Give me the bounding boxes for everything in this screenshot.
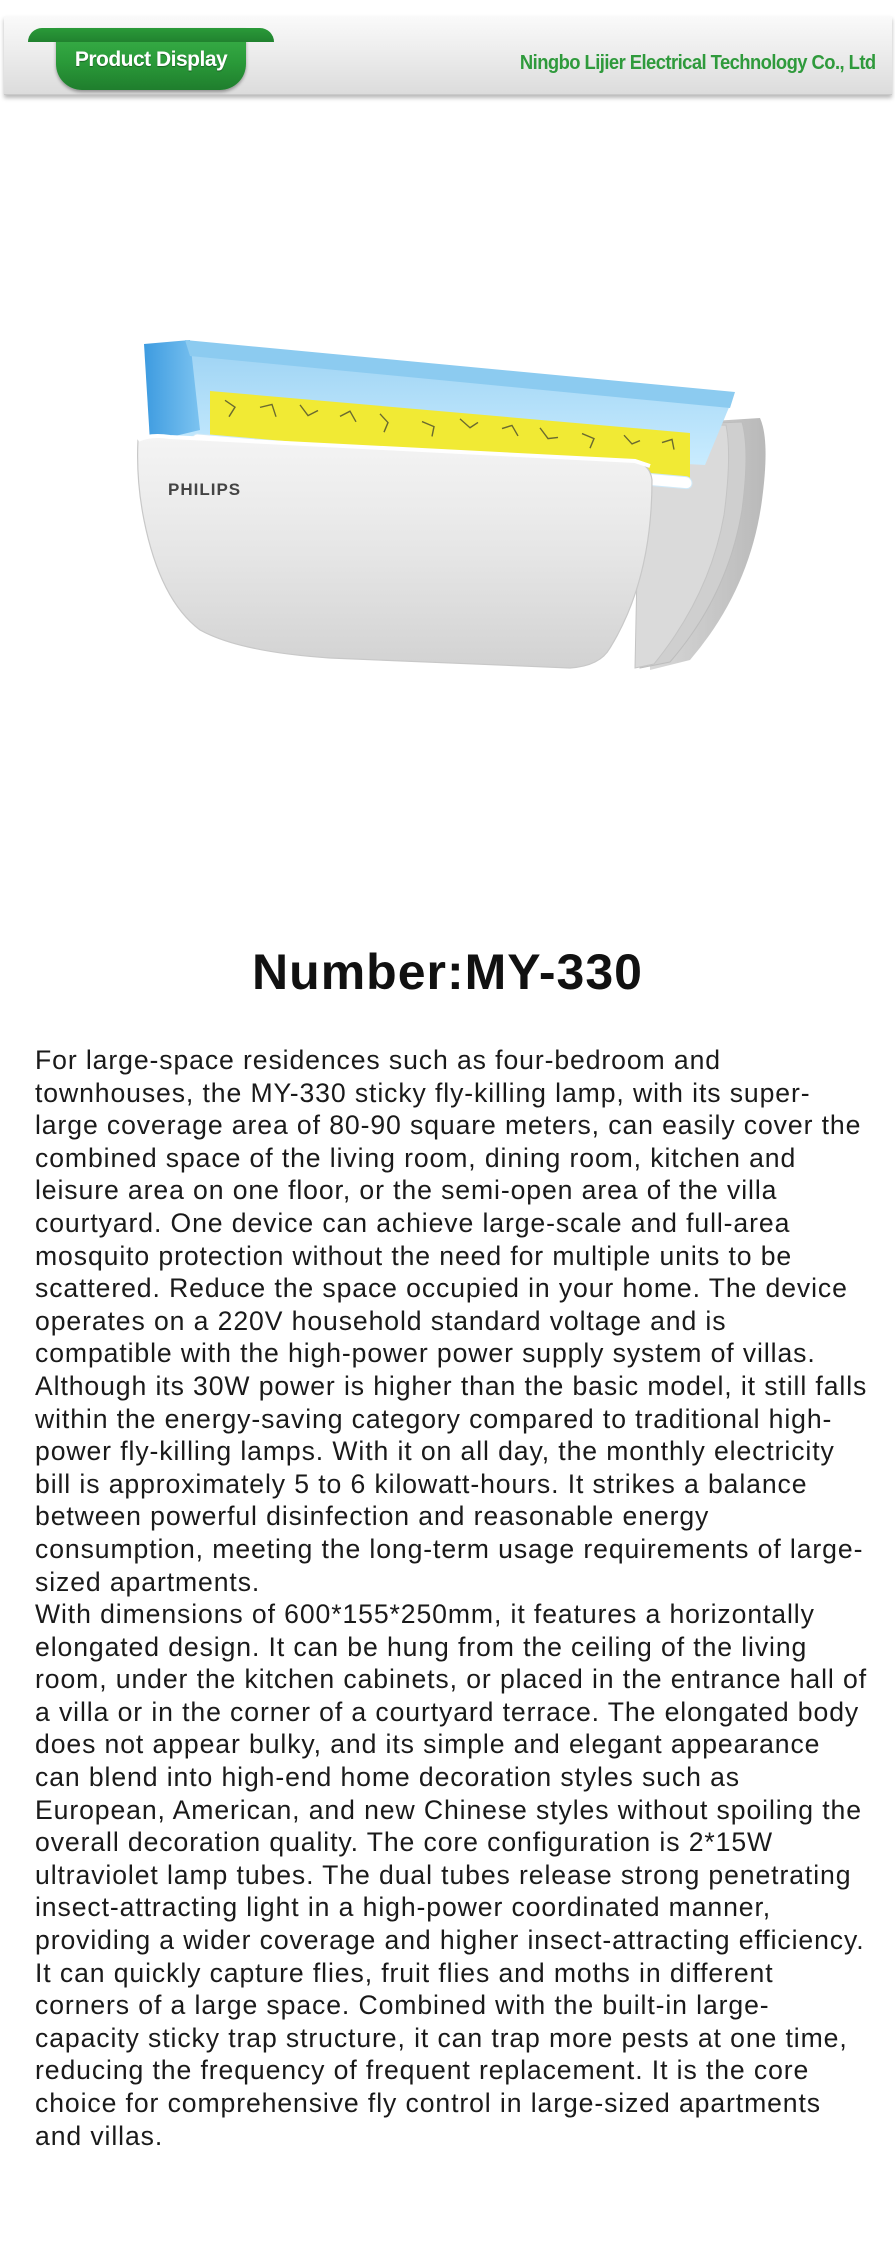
product-display-label: Product Display bbox=[74, 48, 228, 71]
product-display-tab bbox=[56, 28, 246, 90]
product-description bbox=[35, 1044, 870, 2152]
company-name: Ningbo Lijier Electrical Technology Co., Ltd bbox=[520, 52, 876, 74]
product-number-title bbox=[0, 943, 895, 1001]
product-brand-text: PHILIPS bbox=[168, 480, 242, 499]
description-paragraph-1: For large-space residences such as four-bedroom and townhouses, the MY-330 sticky fly-killing lamp, with its super-large coverage area of 80-90 square meters, can easily cover the combined space of the living room, dining room, kitchen and leisure area on one floor, or the semi-open area of the villa courtyard. One device can achieve large-scale and full-area mosquito protection without the need for multiple units to be scattered. Reduce the space occupied in your home. The device operates on a 220V household standard voltage and is compatible with the high-power power supply system of villas. Although its 30W power is higher than the basic model, it still falls within the energy-saving category compared to traditional high-power fly-killing lamps. With it on all day, the monthly electricity bill is approximately 5 to 6 kilowatt-hours. It strikes a balance between powerful disinfection and reasonable energy consumption, meeting the long-term usage requirements of large-sized apartments. bbox=[35, 1045, 868, 1597]
description-paragraph-2: With dimensions of 600*155*250mm, it features a horizontally elongated design. It can be hung from the ceiling of the living room, under the kitchen cabinets, or placed in the entrance hall of a villa or in the corner of a courtyard terrace. The elongated body does not appear bulky, and its simple and elegant appearance can blend into high-end home decoration styles such as European, American, and new Chinese styles without spoiling the overall decoration quality. The core configuration is 2*15W ultraviolet lamp tubes. The dual tubes release strong penetrating insect-attracting light in a high-power coordinated manner, providing a wider coverage and higher insect-attracting efficiency. It can quickly capture flies, fruit flies and moths in different corners of a large space. Combined with the built-in large-capacity sticky trap structure, it can trap more pests at one time, reducing the frequency of frequent replacement. It is the core choice for comprehensive fly control in large-sized apartments and villas. bbox=[35, 1599, 867, 2151]
product-image bbox=[130, 330, 770, 700]
number-value: MY-330 bbox=[464, 944, 643, 1000]
number-label: Number bbox=[252, 944, 447, 1000]
number-separator: : bbox=[446, 944, 465, 1000]
header-banner bbox=[4, 16, 892, 95]
